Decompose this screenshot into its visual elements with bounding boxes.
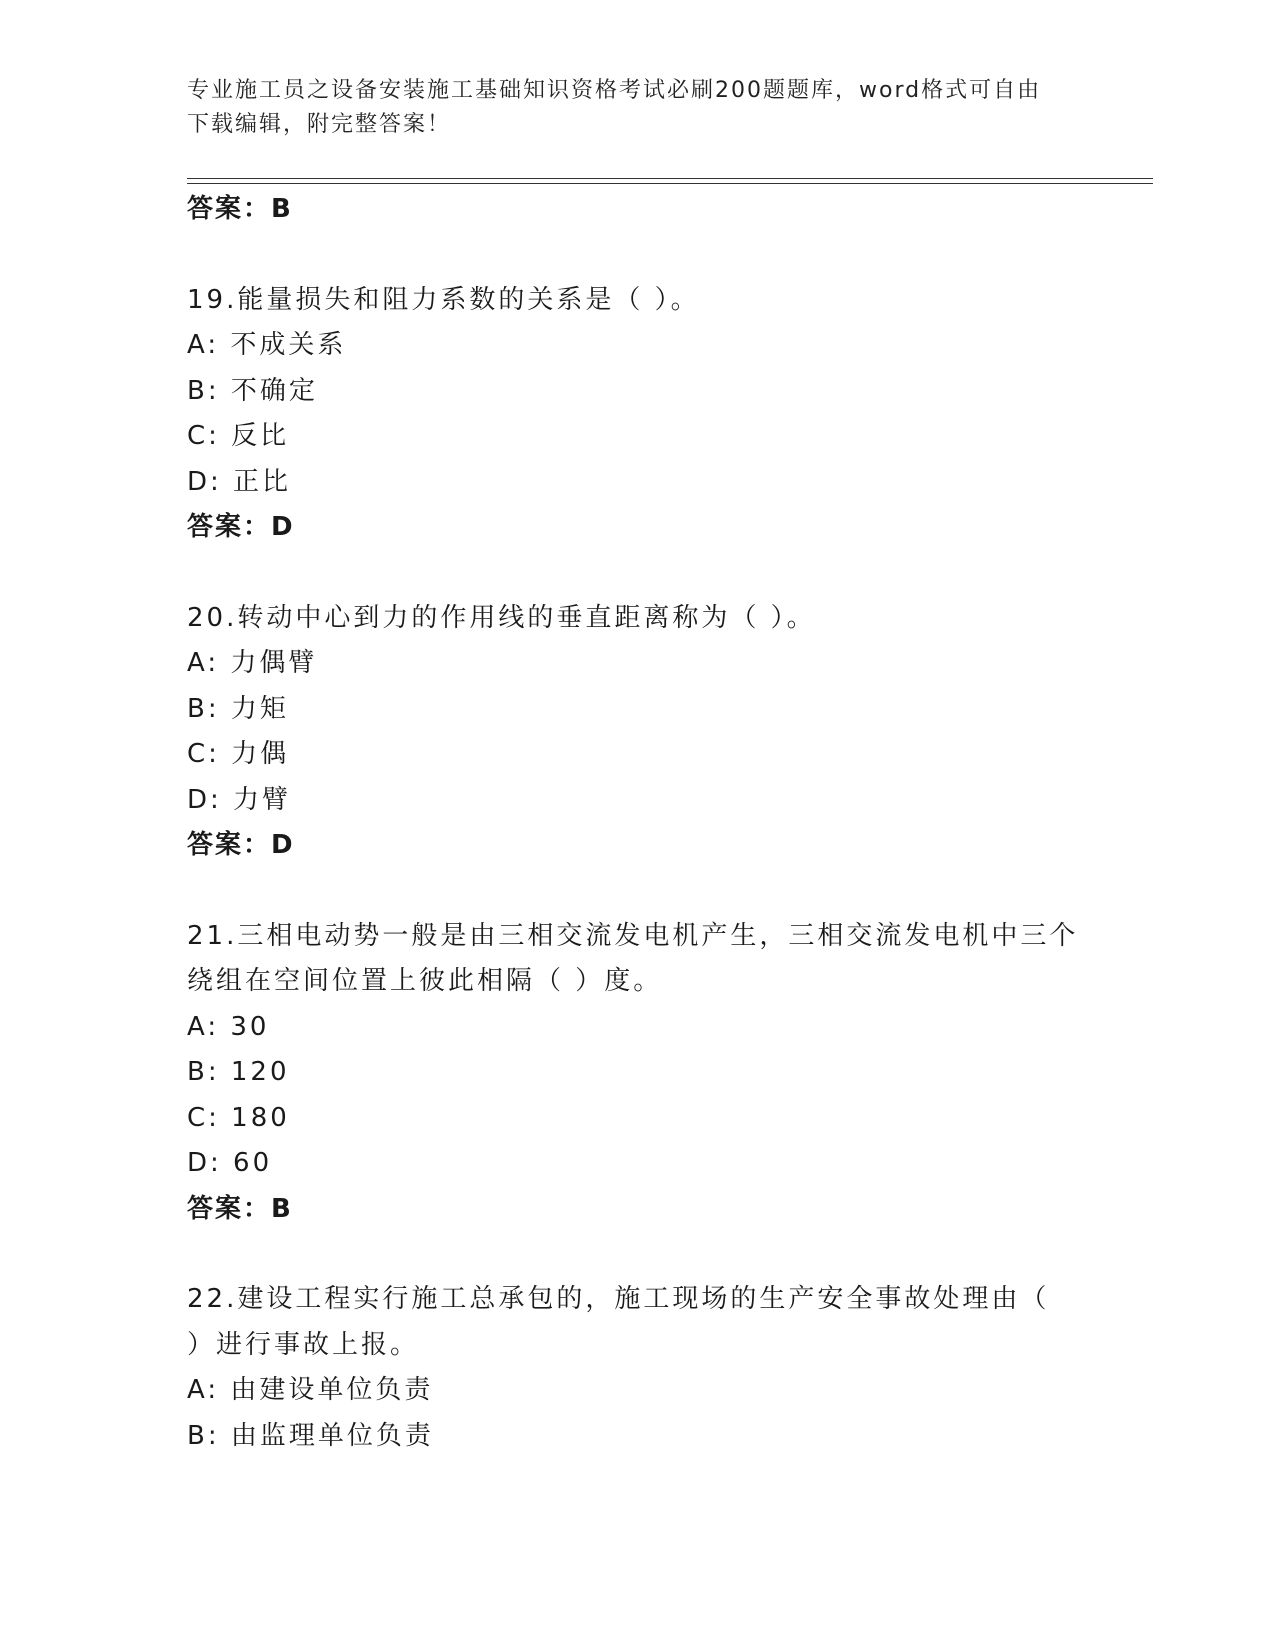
- question-text-line-1: 22.建设工程实行施工总承包的，施工现场的生产安全事故处理由（: [187, 1284, 1050, 1314]
- answer: 答案：B: [187, 1193, 293, 1224]
- question-21: [187, 914, 1147, 1233]
- option-a: A: 由建设单位负责: [187, 1375, 434, 1405]
- question-text: 19.能量损失和阻力系数的关系是（ ）。: [187, 284, 700, 315]
- header-title-line-2: 下载编辑，附完整答案！: [187, 112, 452, 137]
- option-d: D: 力臂: [187, 784, 292, 815]
- answer: 答案：D: [187, 830, 295, 860]
- question-22: [187, 1277, 1147, 1459]
- spacer: [187, 233, 1147, 278]
- option-d: D: 正比: [187, 466, 292, 497]
- option-c: C: 反比: [187, 421, 290, 451]
- option-c: C: 力偶: [187, 739, 290, 769]
- option-b: B: 力矩: [187, 693, 289, 724]
- question-text-line-2: 绕组在空间位置上彼此相隔（ ）度。: [187, 966, 663, 996]
- option-a: A: 不成关系: [187, 330, 347, 360]
- option-d: D: 60: [187, 1148, 273, 1178]
- option-b: B: 120: [187, 1057, 290, 1087]
- question-text: 20.转动中心到力的作用线的垂直距离称为（ ）。: [187, 602, 816, 633]
- answer: 答案：D: [187, 512, 295, 542]
- option-c: C: 180: [187, 1102, 290, 1133]
- previous-answer: 答案：B: [187, 194, 293, 224]
- option-a: A: 30: [187, 1011, 270, 1042]
- header-rule-bottom: [187, 183, 1153, 184]
- question-list: [187, 187, 1147, 1459]
- spacer: [187, 551, 1147, 596]
- option-a: A: 力偶臂: [187, 648, 318, 678]
- document-header: [187, 74, 1087, 142]
- header-title-line-1: 专业施工员之设备安装施工基础知识资格考试必刷200题题库，word格式可自由: [187, 78, 1042, 103]
- option-b: B: 不确定: [187, 375, 318, 406]
- spacer: [187, 869, 1147, 914]
- question-20: [187, 596, 1147, 869]
- question-text-line-1: 21.三相电动势一般是由三相交流发电机产生，三相交流发电机中三个: [187, 920, 1079, 951]
- header-rule-top: [187, 178, 1153, 179]
- question-19: [187, 278, 1147, 551]
- question-text-line-2: ）进行事故上报。: [187, 1329, 420, 1360]
- option-b: B: 由监理单位负责: [187, 1420, 434, 1451]
- spacer: [187, 1232, 1147, 1277]
